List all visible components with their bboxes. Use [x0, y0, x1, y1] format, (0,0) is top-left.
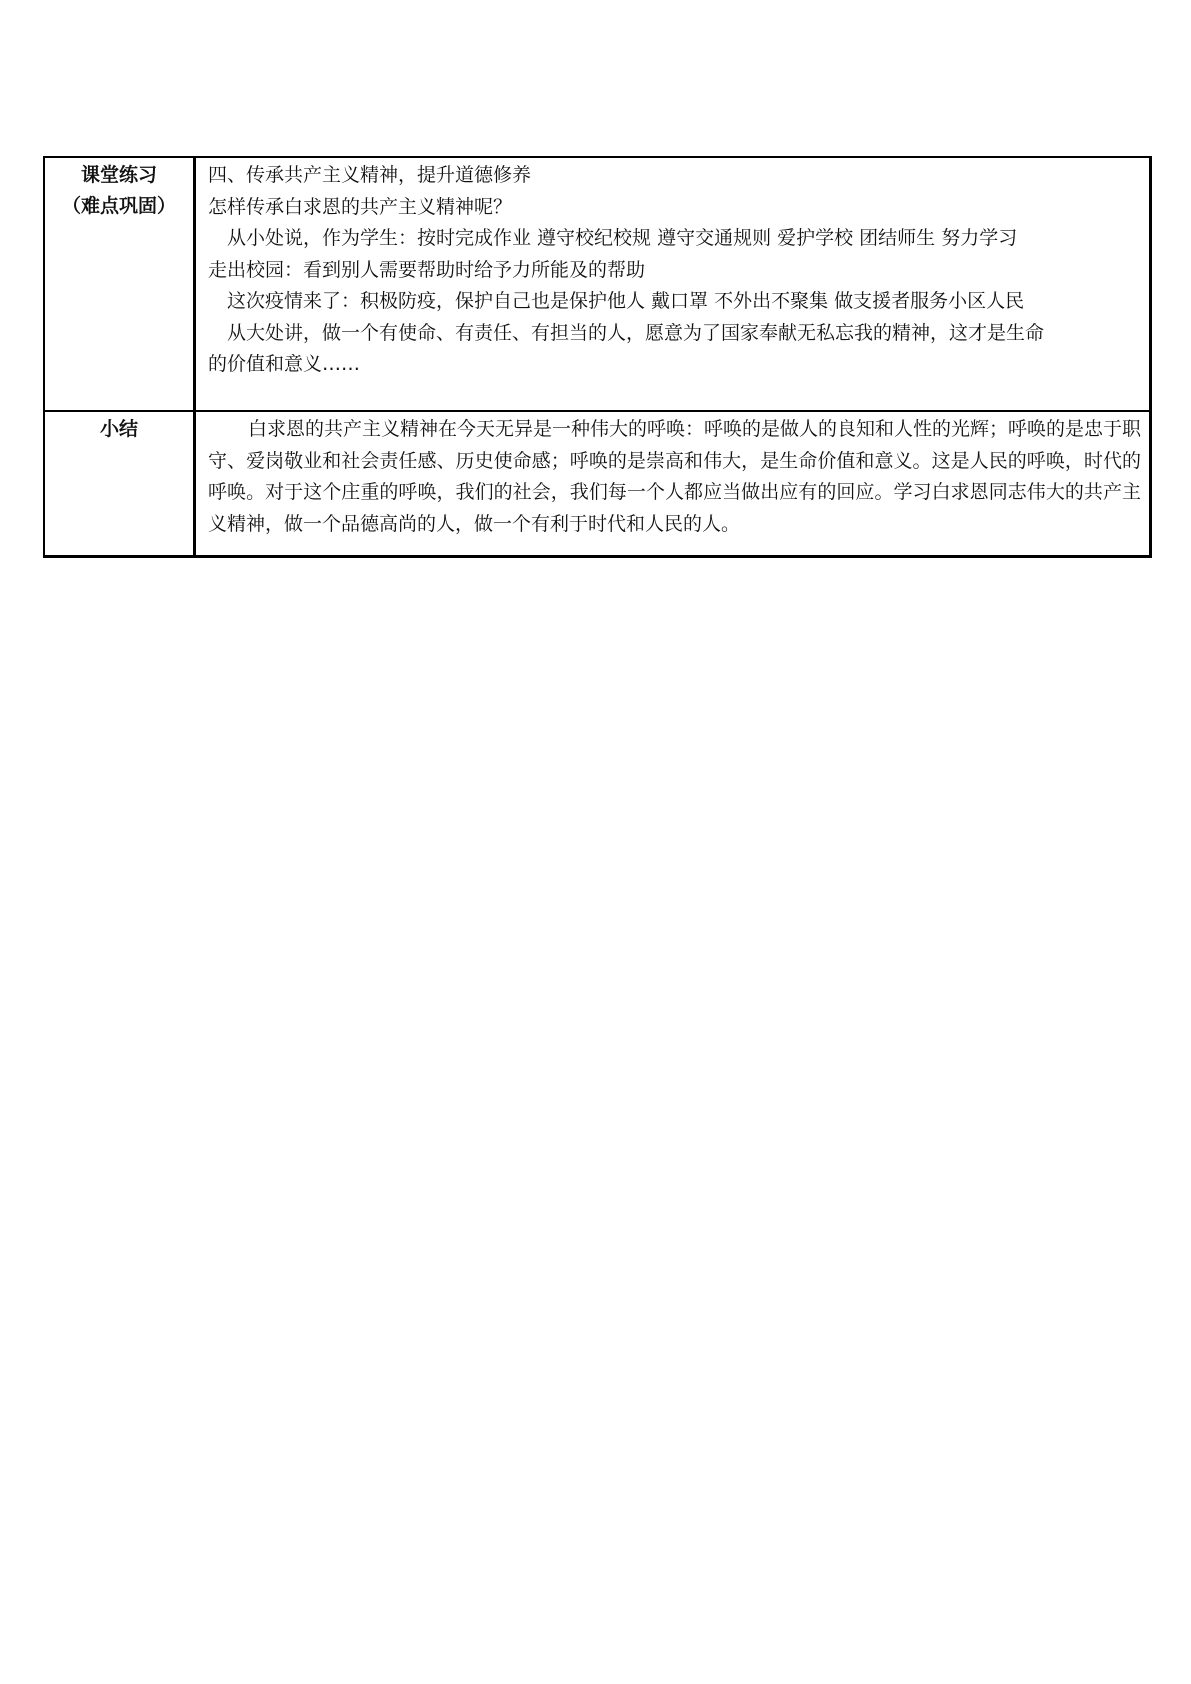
practice-heading: 四、传承共产主义精神，提升道德修养: [208, 164, 532, 186]
table-row-summary: [44, 411, 1151, 557]
practice-big-aspect: 从大处讲，做一个有使命、有责任、有担当的人，愿意为了国家奉献无私忘我的精神，这才是生命: [227, 321, 1045, 344]
summary-paragraph: 白求恩的共产主义精神在今天无异是一种伟大的呼唤：呼唤的是做人的良知和人性的光辉；呼唤的是忠于职守、爱岗敬业和社会责任感、历史使命感；呼唤的是崇高和伟大，是生命价值和意义。这是人民的呼唤，时代的呼唤。对于这个庄重的呼唤，我们的社会，我们每一个人都应当做出应有的回应。学习白求恩同志伟大的共产主义精神，做一个品德高尚的人，做一个有利于时代和人民的人。: [208, 418, 1142, 535]
row-label-summary: [44, 411, 195, 557]
practice-label-line1: 课堂练习: [80, 164, 157, 186]
row-label-practice: [44, 157, 195, 411]
table-row-practice: [44, 157, 1151, 411]
practice-question: 怎样传承白求恩的共产主义精神呢？: [208, 195, 513, 218]
summary-content-cell: [195, 411, 1151, 557]
practice-epidemic: 这次疫情来了：积极防疫，保护自己也是保护他人 戴口罩 不外出不聚集 做支援者服务小区人民: [227, 290, 1025, 312]
summary-label: 小结: [99, 418, 138, 440]
practice-label-line2: （难点巩固）: [61, 195, 176, 217]
practice-outside-school: 走出校园：看到别人需要帮助时给予力所能及的帮助: [208, 258, 646, 281]
practice-small-aspect: 从小处说，作为学生：按时完成作业 遵守校纪校规 遵守交通规则 爱护学校 团结师生 努力学习: [227, 227, 1018, 249]
lesson-plan-table: [43, 156, 1152, 558]
practice-content-cell: [195, 157, 1151, 411]
practice-big-aspect-cont: 的价值和意义……: [208, 353, 361, 375]
